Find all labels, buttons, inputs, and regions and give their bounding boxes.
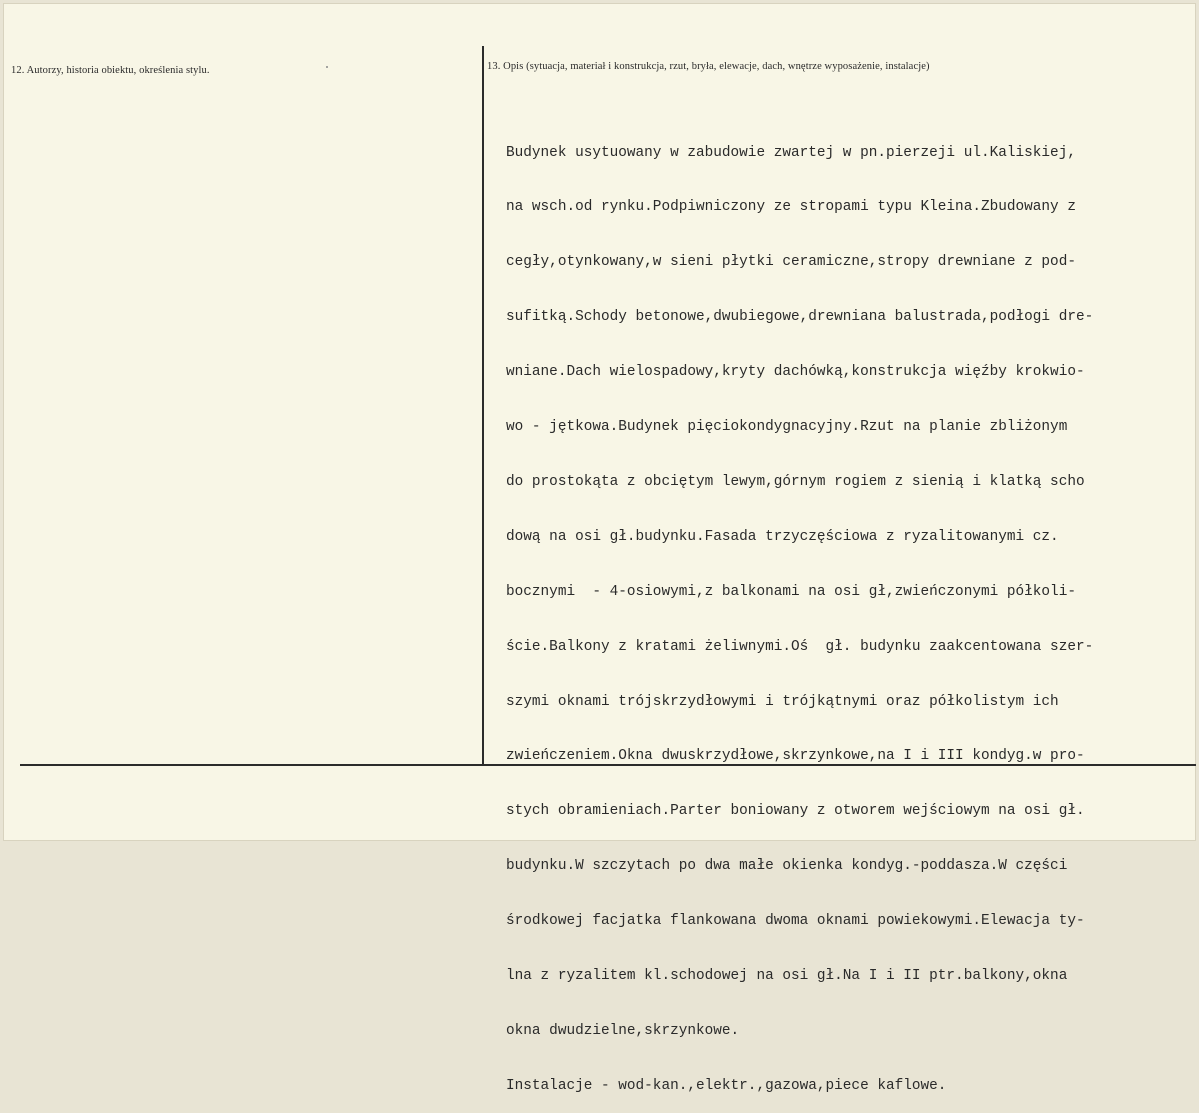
description-line: ście.Balkony z kratami żeliwnymi.Oś gł. budynku zaakcentowana szer-: [506, 638, 1094, 655]
description-line: budynku.W szczytach po dwa małe okienka kondyg.-poddasza.W części: [506, 858, 1068, 875]
description-line: wo - jętkowa.Budynek pięciokondygnacyjny.Rzut na planie zbliżonym: [506, 419, 1068, 436]
section-12-heading: 12. Autorzy, historia obiektu, określenia stylu.: [11, 65, 210, 76]
description-line: sufitką.Schody betonowe,dwubiegowe,drewniana balustrada,podłogi dre-: [506, 309, 1094, 326]
description-line: stych obramieniach.Parter boniowany z otworem wejściowym na osi gł.: [506, 803, 1085, 820]
description-line: szymi oknami trójskrzydłowymi i trójkątnymi oraz półkolistym ich: [506, 693, 1059, 710]
bottom-rule: [20, 764, 1196, 766]
paper-speck: [326, 66, 328, 68]
description-line: okna dwudzielne,skrzynkowe.: [506, 1022, 740, 1039]
description-line: Budynek usytuowany w zabudowie zwartej w pn.pierzeji ul.Kaliskiej,: [506, 144, 1076, 161]
description-line: bocznymi - 4-osiowymi,z balkonami na osi gł,zwieńczonymi półkoli-: [506, 583, 1076, 600]
section-13-heading: 13. Opis (sytuacja, materiał i konstrukcja, rzut, bryła, elewacje, dach, wnętrze wyposażenie, instalacje): [487, 61, 930, 72]
description-line: środkowej facjatka flankowana dwoma oknami powiekowymi.Elewacja ty-: [506, 913, 1085, 930]
description-line: Instalacje - wod-kan.,elektr.,gazowa,piece kaflowe.: [506, 1077, 947, 1094]
description-line: zwieńczeniem.Okna dwuskrzydłowe,skrzynkowe,na I i III kondyg.w pro-: [506, 748, 1085, 765]
description-line: dową na osi gł.budynku.Fasada trzyczęściowa z ryzalitowanymi cz.: [506, 528, 1059, 545]
typed-description: [506, 107, 1093, 1113]
description-line: lna z ryzalitem kl.schodowej na osi gł.Na I i II ptr.balkony,okna: [506, 967, 1068, 984]
description-line: na wsch.od rynku.Podpiwniczony ze stropami typu Kleina.Zbudowany z: [506, 199, 1076, 216]
column-divider: [482, 46, 484, 764]
description-line: wniane.Dach wielospadowy,kryty dachówką,konstrukcja więźby krokwio-: [506, 364, 1085, 381]
description-line: cegły,otynkowany,w sieni płytki ceramiczne,stropy drewniane z pod-: [506, 254, 1076, 271]
description-line: do prostokąta z obciętym lewym,górnym rogiem z sienią i klatką scho: [506, 473, 1085, 490]
